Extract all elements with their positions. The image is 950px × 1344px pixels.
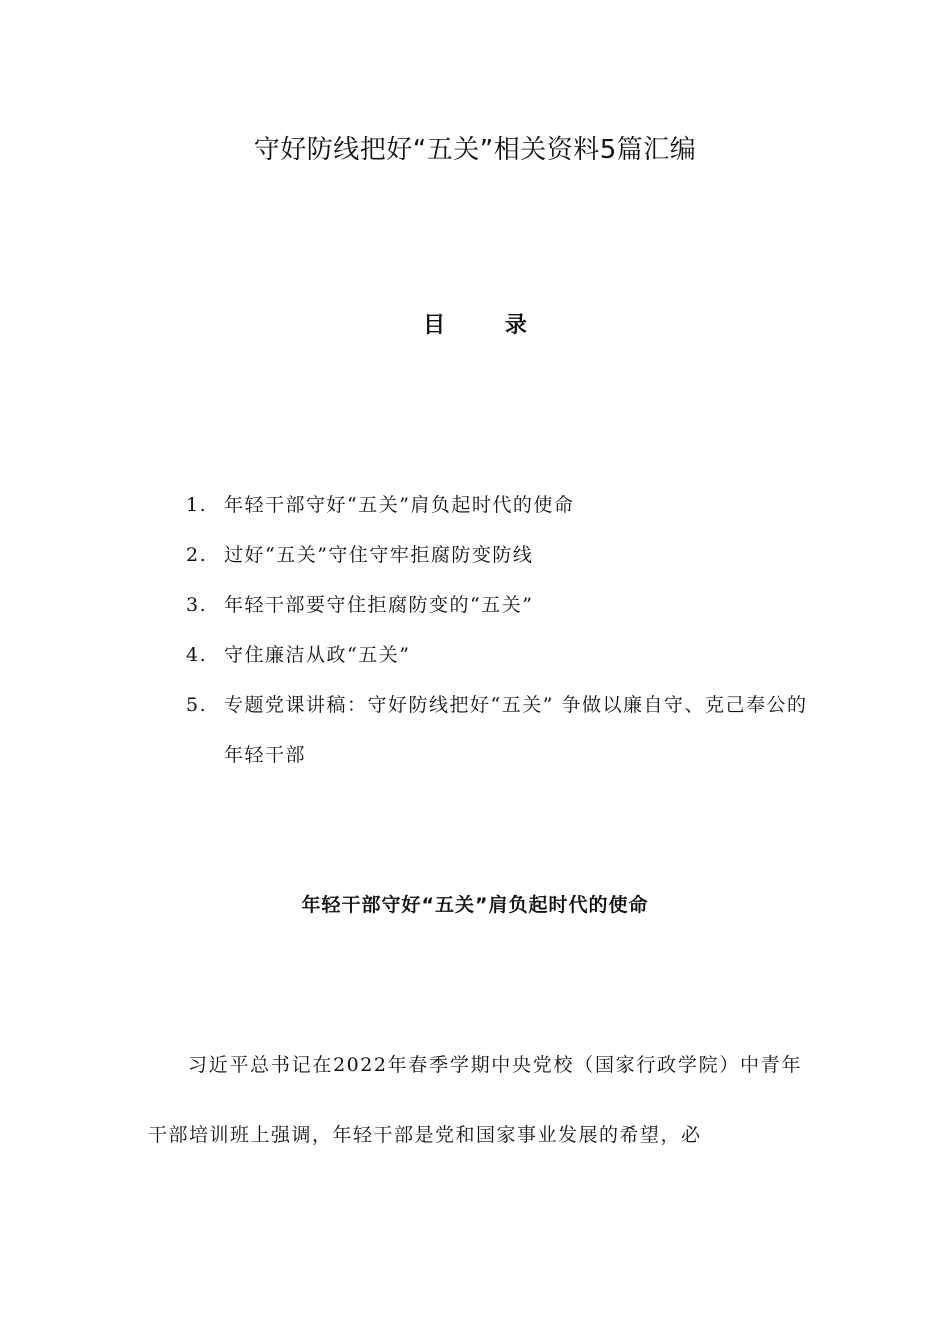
document-title: 守好防线把好“五关”相关资料5篇汇编: [253, 135, 697, 165]
toc-item-number: 2.: [186, 544, 208, 566]
toc-item-4: [186, 630, 826, 680]
toc-item-number: 4.: [186, 644, 208, 666]
toc-item-1: [186, 480, 826, 530]
toc-item-3: [186, 580, 826, 630]
body-paragraph: 习近平总书记在2022年春季学期中央党校（国家行政学院）中青年干部培训班上强调，年轻干部是党和国家事业发展的希望，必: [148, 1054, 802, 1146]
toc-item-number: 3.: [186, 594, 208, 616]
toc-item-text: 过好“五关”守住守牢拒腐防变防线: [224, 544, 534, 566]
toc-item-text: 守住廉洁从政“五关”: [224, 644, 411, 666]
toc-item-text: 专题党课讲稿：守好防线把好“五关” 争做以廉自守、克己奉公的年轻干部: [224, 694, 808, 766]
toc-item-number: 1.: [186, 494, 208, 516]
toc-heading: 目 录: [423, 313, 553, 338]
toc-item-2: [186, 530, 826, 580]
toc-item-text: 年轻干部守好“五关”肩负起时代的使命: [224, 494, 575, 516]
toc-item-text: 年轻干部要守住拒腐防变的“五关”: [224, 594, 534, 616]
table-of-contents: [186, 480, 826, 780]
toc-item-number: 5.: [186, 694, 208, 716]
toc-item-5: [186, 680, 826, 780]
section-title: 年轻干部守好“五关”肩负起时代的使命: [301, 894, 649, 916]
